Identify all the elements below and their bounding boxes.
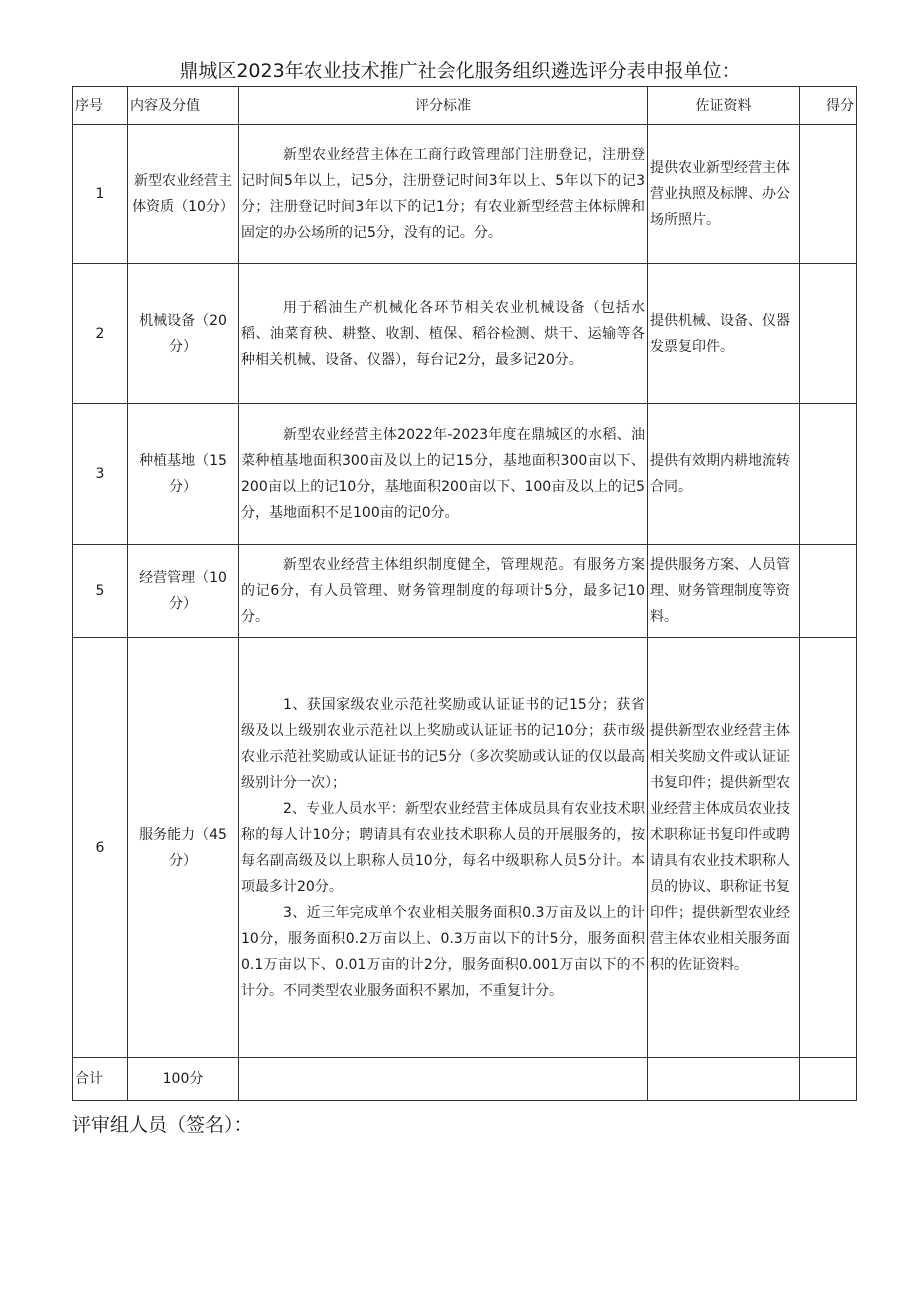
table-header-row <box>73 87 857 125</box>
row-criteria <box>239 264 648 404</box>
row-score[interactable] <box>800 545 857 638</box>
header-score: 得分 <box>800 87 857 125</box>
signature-label: 评审组人员（签名）： <box>72 1114 253 1136</box>
row-evidence: 提供服务方案、人员管理、财务管理制度等资料。 <box>648 545 800 638</box>
total-criteria <box>239 1058 648 1101</box>
criteria-item-2: 2、专业人员水平：新型农业经营主体成员具有农业技术职称的每人计10分；聘请具有农业技术职称人员的开展服务的，按每名副高级及以上职称人员10分，每名中级职称人员5分计。本项最多计20分。 <box>241 800 645 895</box>
row-content: 服务能力（45分） <box>128 638 239 1058</box>
row-score[interactable] <box>800 638 857 1058</box>
row-evidence: 提供机械、设备、仪器发票复印件。 <box>648 264 800 404</box>
row-no: 1 <box>73 125 128 264</box>
table-row <box>73 264 857 404</box>
row-no: 3 <box>73 404 128 545</box>
total-value: 100分 <box>128 1058 239 1101</box>
criteria-text: 新型农业经营主体组织制度健全，管理规范。有服务方案的记6分，有人员管理、财务管理制度的每项计5分，最多记10分。 <box>241 557 645 625</box>
total-evidence <box>648 1058 800 1101</box>
row-score[interactable] <box>800 404 857 545</box>
page-title: 鼎城区2023年农业技术推广社会化服务组织遴选评分表申报单位： <box>179 60 741 82</box>
table-row <box>73 638 857 1058</box>
criteria-item-1: 1、获国家级农业示范社奖励或认证证书的记15分；获省级及以上级别农业示范社以上奖励或认证证书的记10分；获市级农业示范社奖励或认证证书的记5分（多次奖励或认证的仅以最高级别计分一次）； <box>241 696 645 791</box>
criteria-item-3: 3、近三年完成单个农业相关服务面积0.3万亩及以上的计10分，服务面积0.2万亩以上、0.3万亩以下的计5分，服务面积0.1万亩以下、0.01万亩的计2分，服务面积0.001万亩以下的不计分。不同类型农业服务面积不累加，不重复计分。 <box>241 904 645 999</box>
row-evidence: 提供新型农业经营主体相关奖励文件或认证证书复印件；提供新型农业经营主体成员农业技术职称证书复印件或聘请具有农业技术职称人员的协议、职称证书复印件；提供新型农业经营主体农业相关服务面积的佐证资料。 <box>648 638 800 1058</box>
header-evidence: 佐证资料 <box>648 87 800 125</box>
row-content: 新型农业经营主体资质（10分） <box>128 125 239 264</box>
row-evidence: 提供农业新型经营主体营业执照及标牌、办公场所照片。 <box>648 125 800 264</box>
table-row <box>73 125 857 264</box>
header-content: 内容及分值 <box>128 87 239 125</box>
row-criteria <box>239 404 648 545</box>
row-content: 种植基地（15分） <box>128 404 239 545</box>
row-no: 6 <box>73 638 128 1058</box>
row-content: 机械设备（20分） <box>128 264 239 404</box>
criteria-text: 用于稻油生产机械化各环节相关农业机械设备（包括水稻、油菜育秧、耕整、收割、植保、稻谷检测、烘干、运输等各种相关机械、设备、仪器），每台记2分，最多记20分。 <box>241 299 645 368</box>
row-criteria <box>239 638 648 1058</box>
row-evidence: 提供有效期内耕地流转合同。 <box>648 404 800 545</box>
row-no: 5 <box>73 545 128 638</box>
criteria-text: 新型农业经营主体在工商行政管理部门注册登记，注册登记时间5年以上，记5分，注册登记时间3年以上、5年以下的记3分；注册登记时间3年以下的记1分；有农业新型经营主体标牌和固定的办公场所的记5分，没有的记。分。 <box>241 147 645 241</box>
total-score[interactable] <box>800 1058 857 1101</box>
header-no: 序号 <box>73 87 128 125</box>
header-criteria: 评分标准 <box>239 87 648 125</box>
criteria-text: 新型农业经营主体2022年-2023年度在鼎城区的水稻、油菜种植基地面积300亩及以上的记15分，基地面积300亩以下、200亩以上的记10分，基地面积200亩以下、100亩及以上的记5分，基地面积不足100亩的记0分。 <box>241 427 645 521</box>
row-content: 经营管理（10分） <box>128 545 239 638</box>
row-score[interactable] <box>800 125 857 264</box>
scoring-table <box>72 86 857 1101</box>
total-label: 合计 <box>73 1058 128 1101</box>
table-row <box>73 545 857 638</box>
row-no: 2 <box>73 264 128 404</box>
row-score[interactable] <box>800 264 857 404</box>
table-row <box>73 404 857 545</box>
total-row <box>73 1058 857 1101</box>
row-criteria <box>239 545 648 638</box>
row-criteria <box>239 125 648 264</box>
